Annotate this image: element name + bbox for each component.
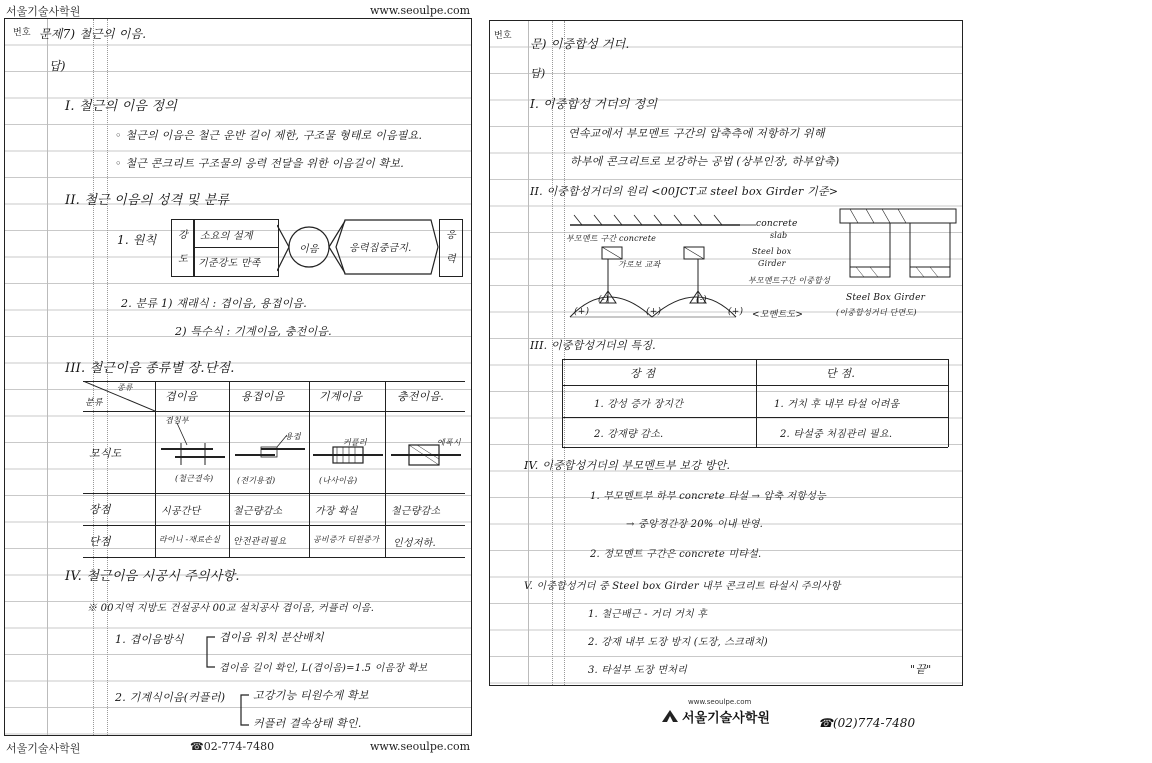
- diag-concrete: concrete: [756, 219, 798, 229]
- left-s4-item2: 2. 기계식이음(커플러): [115, 691, 226, 704]
- left-s4-item2a: 고강기능 티원수게 확보: [253, 689, 369, 702]
- adv-mech: 가장 확실: [315, 506, 358, 517]
- lap-sketch-note: (철근결속): [175, 474, 214, 483]
- right-s3-title: III. 이중합성거더의 특징.: [530, 339, 656, 352]
- left-footer-phone: ☎02-774-7480: [190, 740, 275, 753]
- right-s4-line2: 2. 정모멘트 구간은 concrete 미타설.: [590, 549, 762, 560]
- fill-joint-sketch: [387, 415, 465, 491]
- right-s1-line2: 하부에 콘크리트로 보강하는 공법 (상부인장, 하부압축): [570, 155, 840, 168]
- left-footer-academy: 서울기술사학원: [6, 742, 81, 755]
- left-s2-classification1: 2. 분류 1) 재래식 : 겹이음, 용접이음.: [121, 297, 307, 310]
- right-s5-line1: 1. 철근배근 - 거더 거치 후: [588, 609, 708, 620]
- left-problem-title: 문제7) 철근의 이음.: [39, 27, 147, 41]
- diag-section-caption: (이중합성거더 단면도): [836, 308, 917, 317]
- diag-cross-beam: 가로보 교좌: [618, 260, 661, 269]
- right-footer-brand: 서울기술사학원: [682, 711, 770, 726]
- diag-slab: slab: [770, 231, 788, 240]
- right-problem-title: 문) 이중합성 거더.: [530, 37, 630, 51]
- diagram-right-side-box: 응 력: [439, 219, 463, 277]
- coupler-sketch-note: (나사이음): [319, 476, 358, 485]
- right-footer-phone: ☎(02)774-7480: [818, 716, 916, 730]
- table-row-advantage: 장점: [89, 503, 111, 516]
- table-row-diagram: 모식도: [89, 447, 122, 460]
- right-answer-label: 답): [530, 67, 546, 80]
- dis-mech: 공비증가 티원증가: [313, 535, 380, 544]
- feat-header-cons: 단 점.: [826, 367, 856, 380]
- left-s4-item1a: 겹이음 위치 분산배치: [219, 631, 324, 644]
- feat-con-2: 2. 타설중 처짐관리 필요.: [780, 429, 893, 440]
- right-number-label: 번호: [494, 31, 512, 41]
- adv-lap: 시공간단: [161, 506, 201, 517]
- left-s2-classification2: 2) 특수식 : 기계이음, 충전이음.: [175, 325, 332, 338]
- left-footer-url: www.seoulpe.com: [370, 740, 471, 753]
- diag-moment-plus-2: (+): [574, 307, 590, 317]
- diag-moment-minus-2: (-): [696, 295, 707, 305]
- dis-weld: 안전관리필요: [233, 537, 287, 547]
- right-s1-line1: 연속교에서 부모멘트 구간의 압축측에 저항하기 위해: [568, 127, 825, 140]
- academy-logo-icon: [660, 708, 680, 724]
- left-s2-principle: 1. 원칙: [117, 233, 157, 247]
- diag-steel-box: Steel box: [752, 247, 792, 256]
- left-answer-label: 답): [49, 59, 66, 73]
- diag-moment-label: <모멘트도>: [752, 310, 804, 320]
- right-s5-line3: 3. 타설부 도장 면처리: [588, 665, 687, 676]
- right-s4-line1: 1. 부모멘트부 하부 concrete 타설 → 압축 저항성능: [590, 491, 826, 502]
- feat-pro-2: 2. 강재량 감소.: [594, 429, 664, 440]
- left-number-label: 번호: [13, 28, 31, 38]
- diagram-left-side-box: 강 도: [171, 219, 195, 277]
- left-header-academy: 서울기술사학원: [6, 5, 81, 18]
- right-s2-title: II. 이중합성거더의 원리 <00JCT교 steel box Girder 기준>: [530, 185, 839, 198]
- left-s4-item1b: 겹이음 길이 확인, L(겹이음)=1.5 이음장 확보: [219, 663, 428, 674]
- diag-steel-box-girder: Steel Box Girder: [846, 293, 926, 303]
- right-s5-title: V. 이중합성거더 중 Steel box Girder 내부 콘크리트 타설시 주의사항: [524, 581, 841, 592]
- table-col-weld: 용접이음: [241, 390, 285, 403]
- weld-sketch-label: 용접: [285, 432, 301, 441]
- table-col-mech: 기계이음: [319, 390, 363, 403]
- lap-sketch-label: 겹침부: [165, 416, 189, 425]
- table-col-lap: 겹이음: [165, 390, 198, 403]
- fill-sketch-label: 에폭시: [437, 438, 461, 447]
- diagram-joint-label: 이음: [299, 244, 319, 255]
- diagram-stress-concentration: 응력집중금지.: [349, 243, 412, 254]
- diag-moment-plus-3: (+): [728, 307, 744, 317]
- feat-con-1: 1. 거치 후 내부 타설 어려움: [774, 399, 900, 410]
- feat-header-pros: 장 점: [630, 367, 656, 380]
- diag-negative-moment-concrete: 부모멘트 구간 concrete: [566, 234, 657, 243]
- left-s4-note: ※ 00지역 지방도 건설공사 00교 설치공사 겹이음, 커플러 이음.: [87, 603, 375, 614]
- table-corner-type: 종류: [117, 383, 133, 392]
- diag-moment-minus-1: (-): [598, 295, 609, 305]
- dis-lap: 라이니 -재료손실: [159, 535, 221, 544]
- right-end-mark: "끝": [910, 663, 932, 676]
- feat-pro-1: 1. 강성 증가 장지간: [594, 399, 684, 410]
- left-s1-title: I. 철근의 이음 정의: [65, 99, 177, 114]
- diag-moment-plus-1: (+): [646, 307, 662, 317]
- diag-negative-composite: 부모멘트구간 이중합성: [748, 276, 831, 285]
- left-header-url: www.seoulpe.com: [370, 4, 471, 17]
- table-corner-class: 분류: [85, 398, 103, 408]
- coupler-sketch-label: 커플러: [343, 438, 367, 447]
- diag-girder: Girder: [758, 259, 786, 268]
- left-s3-title: III. 철근이음 종류별 장.단점.: [65, 361, 235, 376]
- left-s4-item2b: 커플러 결속상태 확인.: [253, 717, 362, 730]
- left-s4-item1: 1. 겹이음방식: [115, 633, 184, 646]
- right-s4-line1a: → 중앙경간장 20% 이내 반영.: [626, 519, 764, 530]
- right-s5-line2: 2. 강재 내부 도장 방지 (도장, 스크래치): [588, 637, 768, 648]
- left-s4-title: IV. 철근이음 시공시 주의사항.: [65, 569, 240, 584]
- adv-weld: 철근량감소: [233, 506, 283, 517]
- left-s1-line1: ◦ 철근의 이음은 철근 운반 길이 제한, 구조물 형태로 이음필요.: [115, 129, 423, 142]
- diagram-design-strength-box: 소요의 설계 기준강도 만족: [193, 219, 279, 277]
- right-footer-url: www.seoulpe.com: [688, 698, 752, 706]
- right-s4-title: IV. 이중합성거더의 부모멘트부 보강 방안.: [524, 459, 731, 472]
- right-lined-sheet: [489, 20, 963, 686]
- left-s2-title: II. 철근 이음의 성격 및 분류: [65, 193, 230, 208]
- left-s1-line2: ◦ 철근 콘크리트 구조물의 응력 전달을 위한 이음길이 확보.: [115, 157, 404, 170]
- table-col-fill: 충전이음.: [397, 390, 445, 403]
- right-s1-title: I. 이중합성 거더의 정의: [530, 97, 658, 111]
- adv-fill: 철근량감소: [391, 506, 441, 517]
- dis-fill: 인성저하.: [393, 538, 436, 549]
- weld-sketch-note: (전기용접): [237, 476, 276, 485]
- table-row-disadvantage: 단점: [89, 535, 111, 548]
- left-lined-sheet: [4, 18, 472, 736]
